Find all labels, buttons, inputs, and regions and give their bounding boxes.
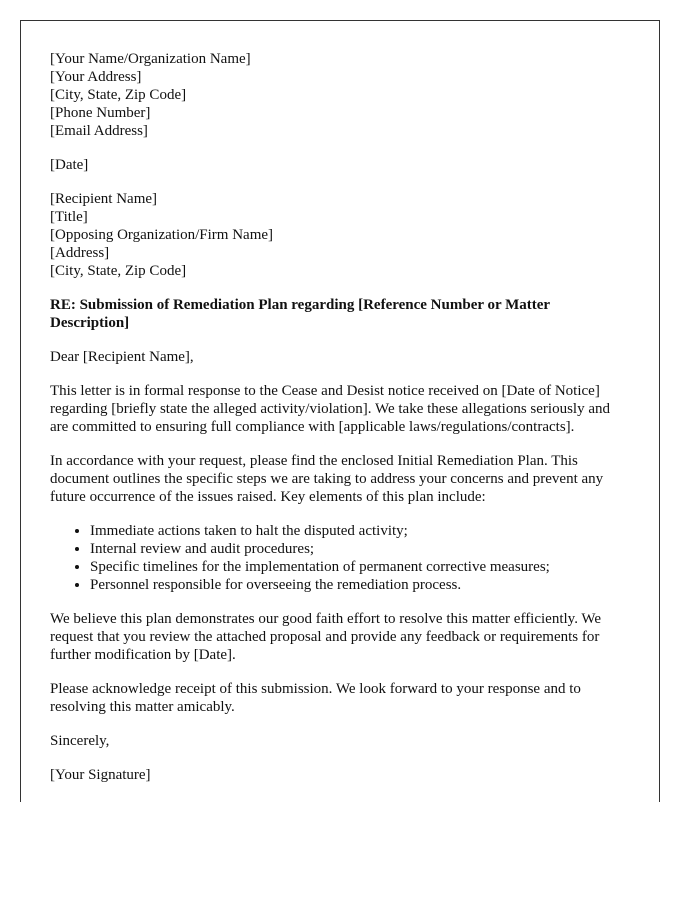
signoff: Sincerely, [50, 733, 110, 749]
sender-block [50, 50, 629, 140]
list-item: • Personnel responsible for overseeing the remediation process. [90, 576, 629, 594]
sender-city: [City, State, Zip Code] [50, 87, 187, 103]
list-item: • Specific timelines for the implementation of permanent corrective measures; [90, 558, 629, 576]
list-item: • Internal review and audit procedures; [90, 540, 629, 558]
body-paragraph: This letter is in formal response to the Cease and Desist notice received on [Date of Notice] regarding [briefly state the alleged activity/violation]. We take these allegations seriously and are committed to ensuring full compliance with [applicable laws/regulations/contracts]. [50, 383, 610, 435]
body-paragraph: We believe this plan demonstrates our good faith effort to resolve this matter efficiently. We request that you review the attached proposal and provide any feedback or requirements for further modification by [Date]. [50, 611, 602, 663]
recipient-address: [Address] [50, 245, 110, 261]
letter-page [20, 20, 660, 802]
sender-name: [Your Name/Organization Name] [50, 51, 251, 67]
recipient-title: [Title] [50, 209, 88, 225]
list-item: • Immediate actions taken to halt the disputed activity; [90, 522, 629, 540]
recipient-name: [Recipient Name] [50, 191, 158, 207]
salutation: Dear [Recipient Name], [50, 349, 194, 365]
body-paragraph: In accordance with your request, please find the enclosed Initial Remediation Plan. This document outlines the specific steps we are taking to address your concerns and prevent any future occurrence of the issues raised. Key elements of this plan include: [50, 453, 604, 505]
recipient-city: [City, State, Zip Code] [50, 263, 187, 279]
signature: [Your Signature] [50, 767, 151, 783]
plan-elements-list [50, 522, 629, 594]
subject-line: RE: Submission of Remediation Plan regarding [Reference Number or Matter Description] [50, 297, 550, 331]
sender-address: [Your Address] [50, 69, 142, 85]
recipient-block [50, 190, 629, 280]
body-paragraph: Please acknowledge receipt of this submission. We look forward to your response and to resolving this matter amicably. [50, 681, 581, 715]
sender-phone: [Phone Number] [50, 105, 151, 121]
sender-email: [Email Address] [50, 123, 148, 139]
recipient-organization: [Opposing Organization/Firm Name] [50, 227, 274, 243]
letter-date: [Date] [50, 157, 89, 173]
